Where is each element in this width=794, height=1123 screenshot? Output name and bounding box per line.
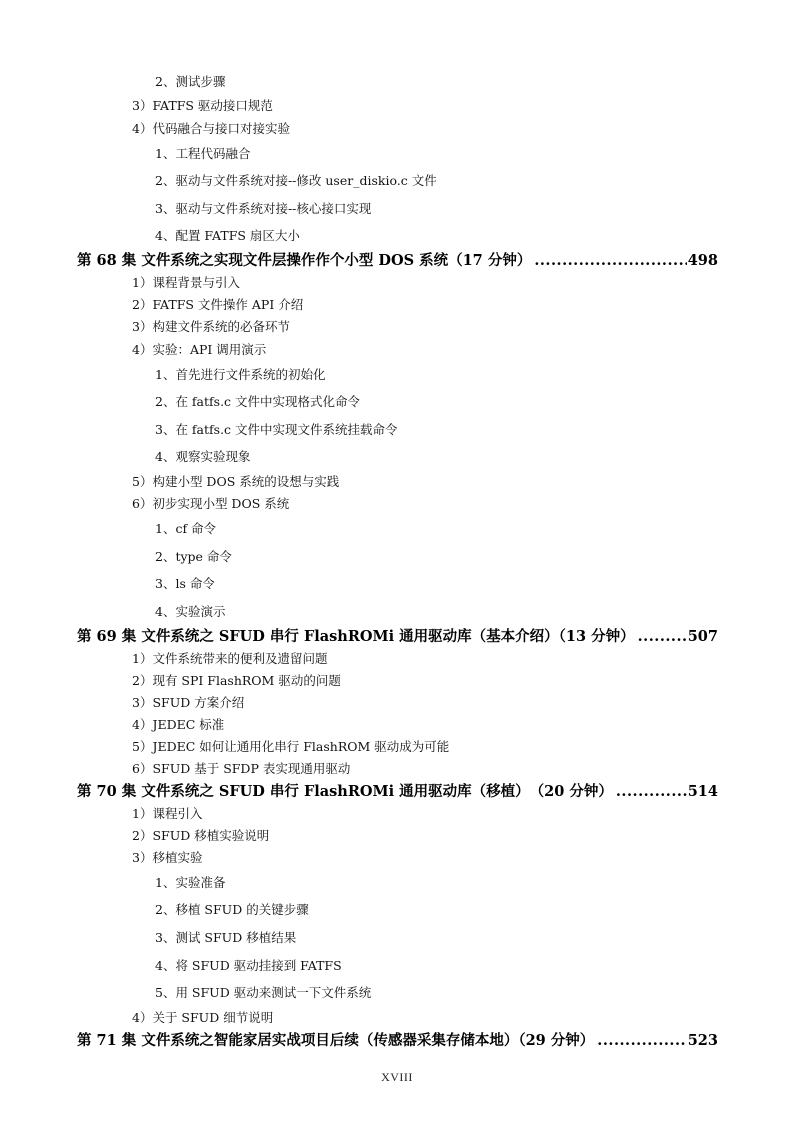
toc-chapter-heading[interactable]	[77, 252, 718, 270]
toc-item: 5）JEDEC 如何让通用化串行 FlashROM 驱动成为可能	[132, 739, 450, 754]
toc-subitem: 4、将 SFUD 驱动挂接到 FATFS	[155, 958, 342, 973]
toc-item: 3）FATFS 驱动接口规范	[132, 98, 273, 113]
toc-subitem: 5、用 SFUD 驱动来测试一下文件系统	[155, 985, 372, 1000]
toc-item: 4）实验：API 调用演示	[132, 342, 267, 357]
toc-item: 4）JEDEC 标准	[132, 717, 225, 732]
chapter-page-number: 498	[687, 252, 718, 269]
chapter-title: 第 69 集 文件系统之 SFUD 串行 FlashROMi 通用驱动库（基本介绍）（13 分钟）	[77, 628, 635, 645]
toc-item: 1）课程引入	[132, 806, 203, 821]
dot-leader	[638, 628, 687, 646]
toc-subitem: 3、在 fatfs.c 文件中实现文件系统挂载命令	[155, 422, 398, 437]
toc-item: 2）FATFS 文件操作 API 介绍	[132, 297, 304, 312]
page-footer-number: XVIII	[381, 1070, 413, 1084]
toc-subitem: 1、cf 命令	[155, 521, 217, 536]
toc-subitem: 4、观察实验现象	[155, 449, 251, 464]
toc-item: 4）关于 SFUD 细节说明	[132, 1010, 274, 1025]
toc-item: 2）SFUD 移植实验说明	[132, 828, 270, 843]
toc-subitem: 4、配置 FATFS 扇区大小	[155, 228, 300, 243]
toc-subitem: 1、实验准备	[155, 875, 226, 890]
toc-item: 3）移植实验	[132, 850, 203, 865]
toc-subitem: 2、在 fatfs.c 文件中实现格式化命令	[155, 394, 361, 409]
toc-chapter-heading[interactable]	[77, 1032, 718, 1050]
toc-item: 3）SFUD 方案介绍	[132, 695, 245, 710]
toc-subitem: 2、驱动与文件系统对接--修改 user_diskio.c 文件	[155, 173, 437, 188]
toc-item: 2）现有 SPI FlashROM 驱动的问题	[132, 673, 341, 688]
dot-leader	[597, 1032, 686, 1050]
chapter-page-number: 514	[687, 783, 718, 800]
toc-subitem: 2、测试步骤	[155, 74, 226, 89]
toc-item: 4）代码融合与接口对接实验	[132, 121, 290, 136]
toc-subitem: 3、驱动与文件系统对接--核心接口实现	[155, 201, 372, 216]
toc-subitem: 3、测试 SFUD 移植结果	[155, 930, 297, 945]
chapter-title: 第 71 集 文件系统之智能家居实战项目后续（传感器采集存储本地）（29 分钟）	[77, 1032, 595, 1049]
toc-item: 6）初步实现小型 DOS 系统	[132, 496, 290, 511]
dot-leader	[534, 252, 686, 270]
toc-item: 1）课程背景与引入	[132, 275, 240, 290]
toc-subitem: 3、ls 命令	[155, 576, 215, 591]
toc-item: 3）构建文件系统的必备环节	[132, 319, 290, 334]
dot-leader	[616, 783, 687, 801]
chapter-page-number: 523	[687, 1032, 718, 1049]
toc-chapter-heading[interactable]	[77, 628, 718, 646]
toc-subitem: 2、type 命令	[155, 549, 232, 564]
toc-subitem: 2、移植 SFUD 的关键步骤	[155, 902, 309, 917]
toc-chapter-heading[interactable]	[77, 783, 718, 801]
chapter-title: 第 68 集 文件系统之实现文件层操作作个小型 DOS 系统（17 分钟）	[77, 252, 532, 269]
toc-subitem: 4、实验演示	[155, 604, 226, 619]
toc-item: 5）构建小型 DOS 系统的设想与实践	[132, 474, 340, 489]
toc-subitem: 1、工程代码融合	[155, 146, 251, 161]
toc-item: 6）SFUD 基于 SFDP 表实现通用驱动	[132, 761, 351, 776]
toc-item: 1）文件系统带来的便利及遗留问题	[132, 651, 328, 666]
chapter-page-number: 507	[687, 628, 718, 645]
chapter-title: 第 70 集 文件系统之 SFUD 串行 FlashROMi 通用驱动库（移植） （20 分钟）	[77, 783, 613, 800]
toc-subitem: 1、首先进行文件系统的初始化	[155, 367, 326, 382]
